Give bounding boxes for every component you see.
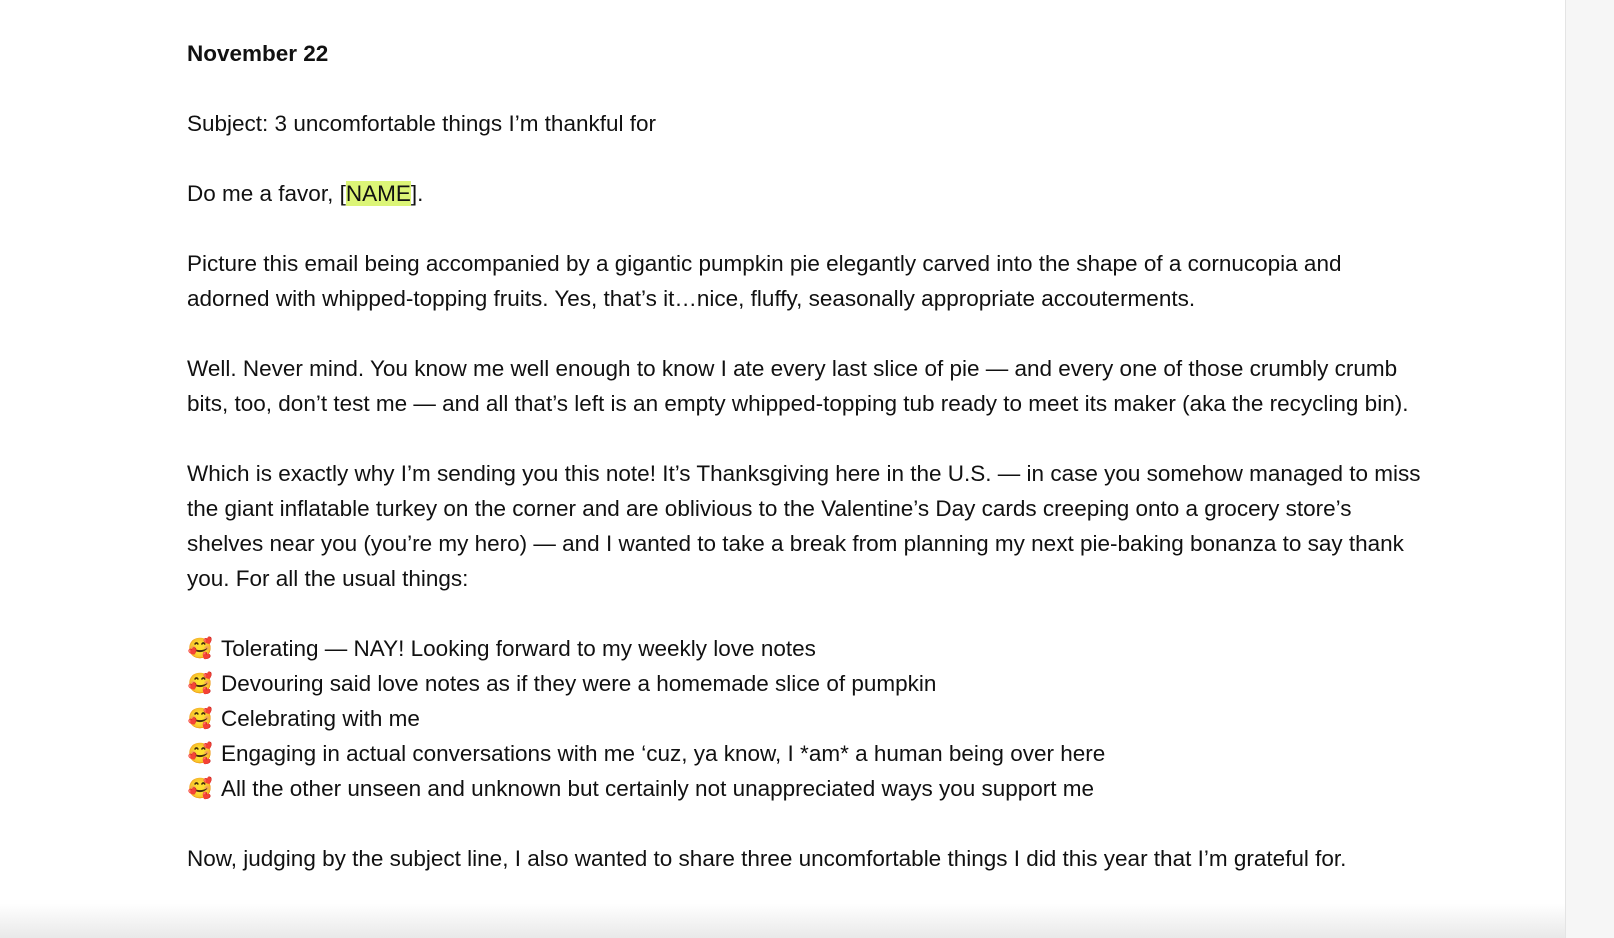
email-draft-body bbox=[187, 36, 1427, 911]
paragraph-never-mind: Well. Never mind. You know me well enough to know I ate every last slice of pie — and every one of those crumbly crumb bits, too, don’t test me — and all that’s left is an empty whipped-topping tub ready to meet its maker (aka the recycling bin). bbox=[187, 356, 1409, 416]
list-item-text: Engaging in actual conversations with me ‘cuz, ya know, I *am* a human being over here bbox=[221, 741, 1106, 766]
list-item-text: Tolerating — NAY! Looking forward to my weekly love notes bbox=[221, 636, 816, 661]
date-heading: November 22 bbox=[187, 41, 329, 66]
list-item bbox=[187, 666, 1427, 701]
greeting-suffix: ]. bbox=[410, 181, 424, 206]
list-item-text: All the other unseen and unknown but certainly not unappreciated ways you support me bbox=[221, 776, 1095, 801]
list-item-text: Devouring said love notes as if they were a homemade slice of pumpkin bbox=[221, 671, 937, 696]
list-item-text: Celebrating with me bbox=[221, 706, 420, 731]
thank-you-list bbox=[187, 631, 1427, 806]
greeting-prefix: Do me a favor, [ bbox=[187, 181, 346, 206]
closing-paragraph: Now, judging by the subject line, I also wanted to share three uncomfortable things I did this year that I’m grateful for. bbox=[187, 846, 1347, 871]
paragraph-thanksgiving: Which is exactly why I’m sending you this note! It’s Thanksgiving here in the U.S. — in case you somehow managed to miss the giant inflatable turkey on the corner and are oblivious to the Valentine’s Day cards creeping onto a grocery store’s shelves near you (you’re my hero) — and I wanted to take a break from planning my next pie-baking bonanza to say thank you. For all the usual things: bbox=[187, 461, 1421, 591]
smiling-face-with-hearts-icon: 🥰 bbox=[187, 742, 213, 765]
list-item bbox=[187, 631, 1427, 666]
smiling-face-with-hearts-icon: 🥰 bbox=[187, 672, 213, 695]
greeting-line bbox=[187, 176, 1427, 211]
smiling-face-with-hearts-icon: 🥰 bbox=[187, 777, 213, 800]
list-item bbox=[187, 701, 1427, 736]
paragraph-pie: Picture this email being accompanied by a gigantic pumpkin pie elegantly carved into the shape of a cornucopia and adorned with whipped-topping fruits. Yes, that’s it…nice, fluffy, seasonally appropriate accouterments. bbox=[187, 251, 1342, 311]
smiling-face-with-hearts-icon: 🥰 bbox=[187, 637, 213, 660]
subject-line: Subject: 3 uncomfortable things I’m thankful for bbox=[187, 111, 656, 136]
scrollbar-track[interactable] bbox=[1565, 0, 1614, 938]
bottom-fade bbox=[0, 904, 1566, 938]
name-placeholder-highlight: NAME bbox=[345, 181, 411, 206]
list-item bbox=[187, 736, 1427, 771]
list-item bbox=[187, 771, 1427, 806]
smiling-face-with-hearts-icon: 🥰 bbox=[187, 707, 213, 730]
